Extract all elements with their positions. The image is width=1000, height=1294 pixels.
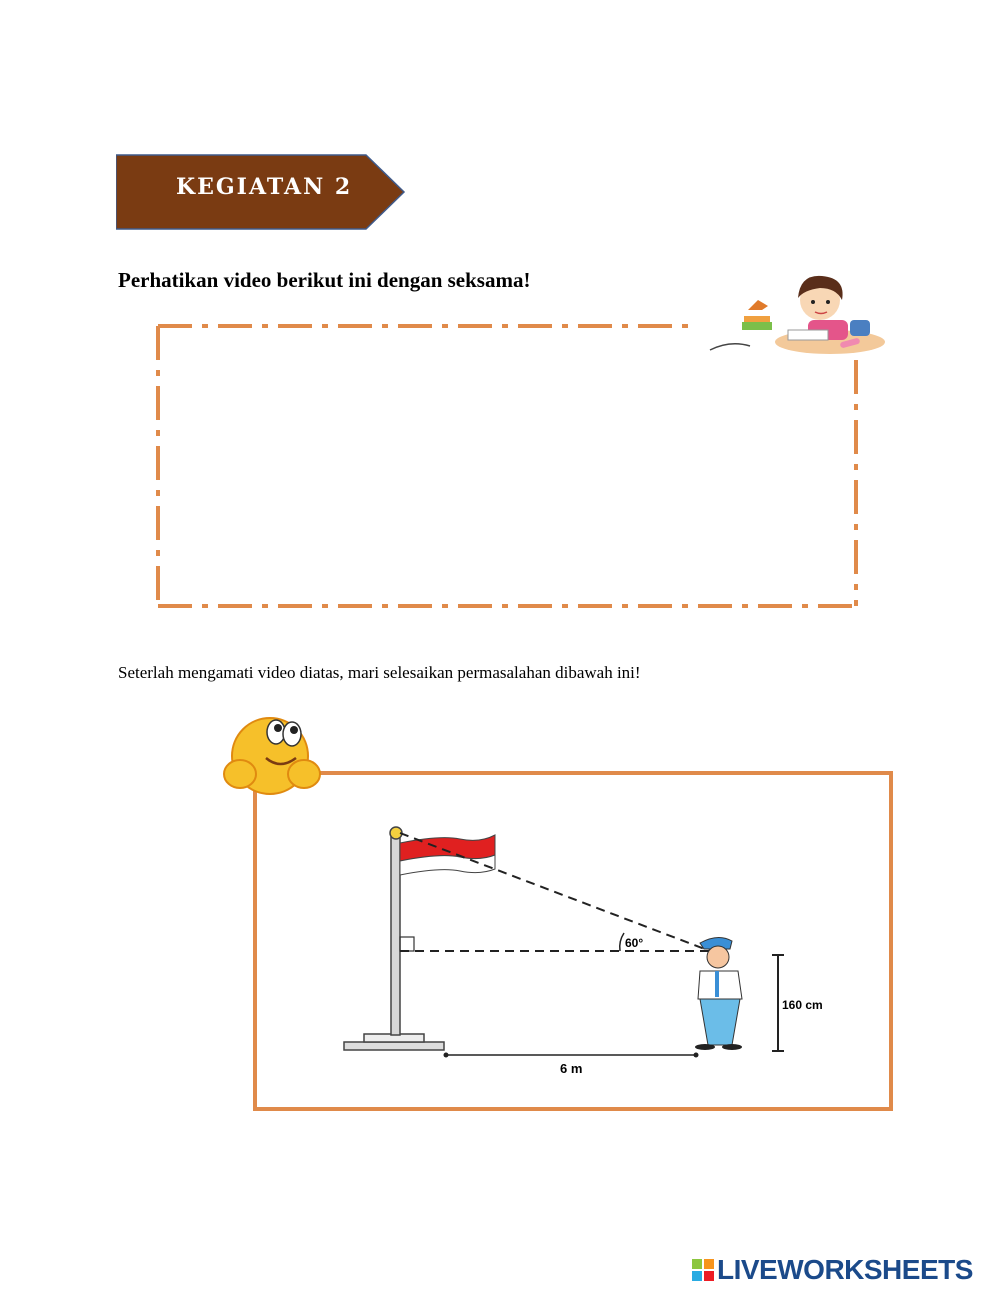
page-title: Perhatikan video berikut ini dengan seksama!: [118, 268, 531, 292]
flagpole-diagram: [320, 815, 860, 1085]
flag: [400, 835, 495, 875]
thinking-emoji-icon: [218, 712, 326, 802]
instruction-text: Seterlah mengamati video diatas, mari selesaikan permasalahan dibawah ini!: [118, 663, 641, 682]
student-illustration: [700, 270, 890, 370]
distance-label: 6 m: [560, 1061, 583, 1076]
height-label: 160 cm: [782, 998, 823, 1012]
logo-mark-icon: [692, 1259, 714, 1281]
section-banner: [116, 154, 406, 230]
angle-label: 60°: [625, 936, 644, 950]
flagpole: [391, 837, 400, 1035]
logo-text: LIVEWORKSHEETS: [717, 1254, 973, 1285]
liveworksheets-logo[interactable]: [692, 1252, 973, 1288]
pole-base: [344, 1042, 444, 1050]
banner-label: KEGIATAN 2: [176, 174, 353, 200]
person-figure: [695, 937, 742, 1050]
